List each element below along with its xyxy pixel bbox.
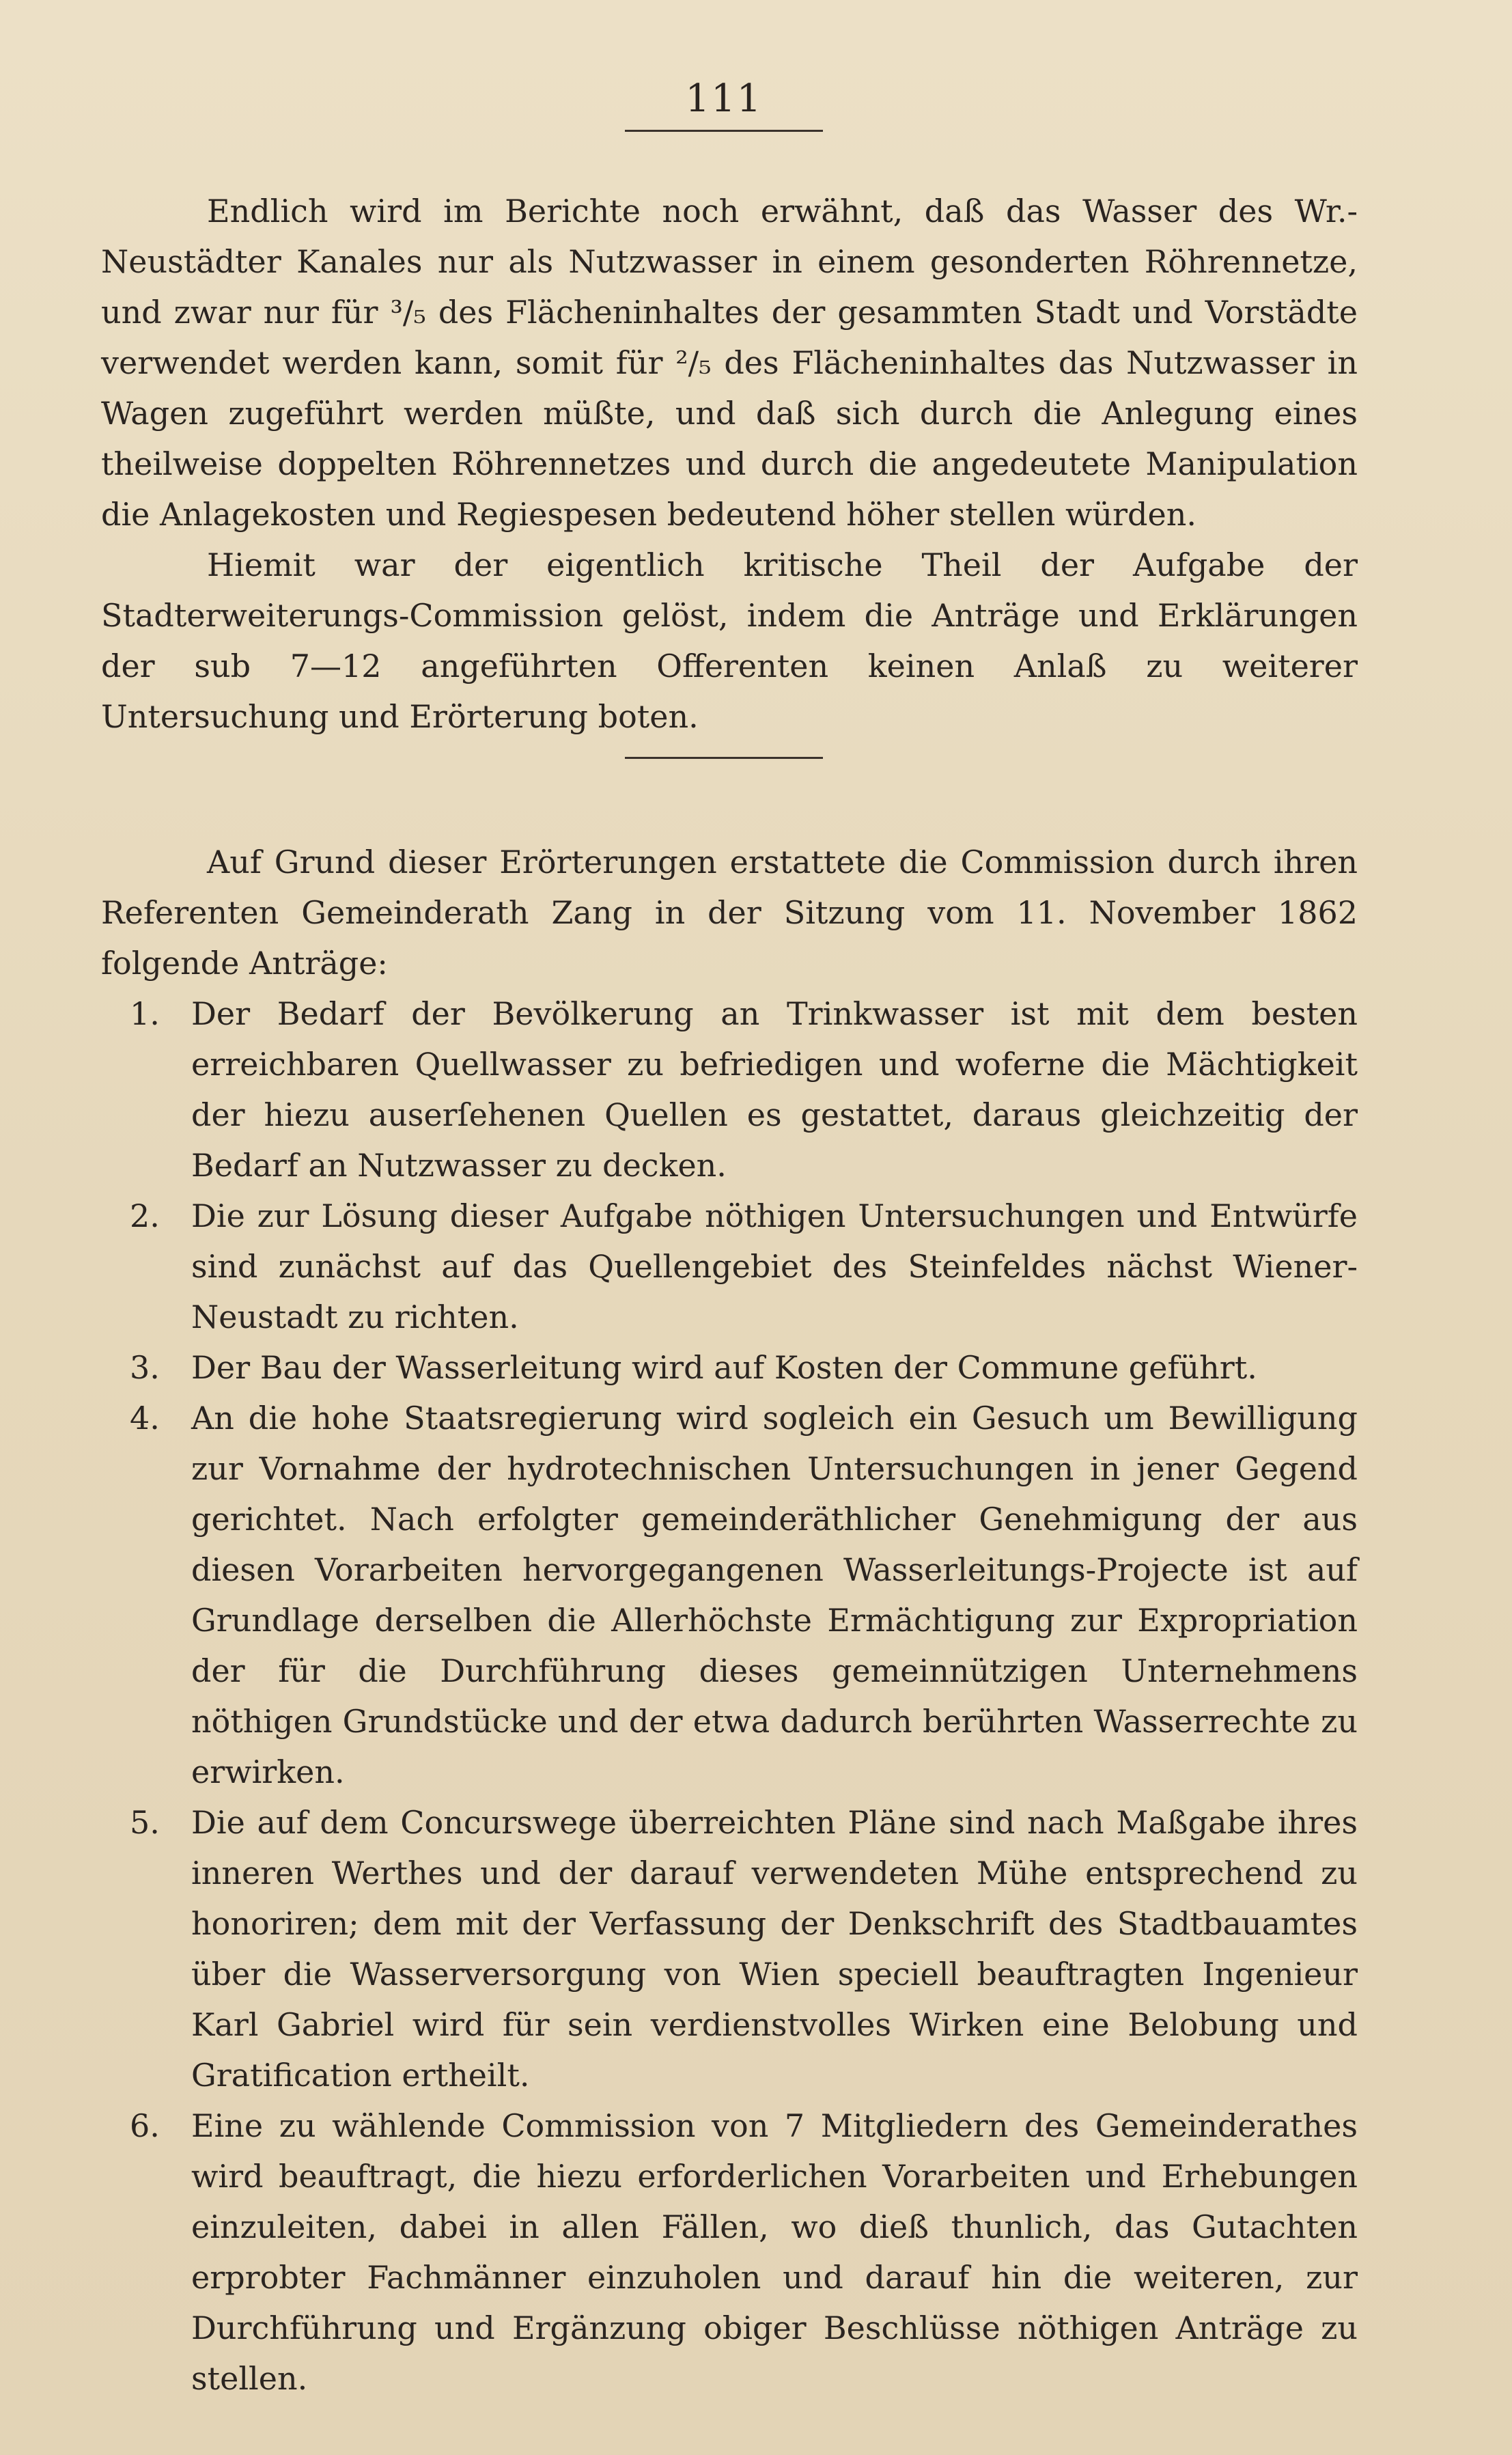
page-number-rule — [625, 130, 823, 132]
motion-text: Der Bedarf der Bevölkerung an Trinkwasser ist mit dem besten erreichbaren Quellwasser zu befriedigen und woferne die Mächtigkeit der hiezu auserſehenen Quellen es gestattet, daraus gleichzeitig der Bedarf an Nutzwasser zu decken. — [191, 995, 1358, 1184]
paragraph-motions-intro: Auf Grund dieser Erörterungen erstattete die Commission durch ihren Referenten Gemeinderath Zang in der Sitzung vom 11. November 1862 folgende Anträge: — [101, 844, 1358, 982]
text-block-upper — [101, 186, 1358, 742]
motion-text: An die hohe Staatsregierung wird sogleich ein Gesuch um Bewilligung zur Vornahme der hydrotechnischen Untersuchungen in jener Gegend gerichtet. Nach erfolgter gemeinderäthlicher Genehmigung der aus diesen Vorarbeiten hervorgegangenen Wasserleitungs-Projecte ist auf Grundlage derselben die Allerhöchste Ermächtigung zur Expropriation der für die Durchführung dieses gemeinnützigen Unternehmens nöthigen Grundstücke und der etwa dadurch berührten Wasserrechte zu erwirken. — [191, 1400, 1358, 1790]
page-number: 111 — [685, 77, 763, 121]
motion-number: 2. — [130, 1197, 160, 1234]
motion-item — [101, 1393, 1358, 1797]
motions-list — [101, 988, 1358, 2404]
motion-number: 3. — [130, 1349, 160, 1386]
motion-item — [101, 1342, 1358, 1393]
motion-number: 4. — [130, 1400, 160, 1437]
motion-text: Der Bau der Wasserleitung wird auf Kosten der Commune geführt. — [191, 1349, 1257, 1386]
section-separator — [625, 757, 823, 759]
motion-item — [101, 1797, 1358, 2100]
motion-text: Eine zu wählende Commission von 7 Mitgliedern des Gemeinderathes wird beauftragt, die hiezu erforderlichen Vorarbeiten und Erhebungen einzuleiten, dabei in allen Fällen, wo dieß thunlich, das Gutachten erprobter Fachmänner einzuholen und darauf hin die weiteren, zur Durchführung und Ergänzung obiger Beschlüsse nöthigen Anträge zu stellen. — [191, 2107, 1358, 2397]
motion-number: 1. — [130, 995, 160, 1032]
motion-text: Die zur Lösung dieser Aufgabe nöthigen Untersuchungen und Entwürfe sind zunächst auf das Quellengebiet des Steinfeldes nächst Wiener-Neustadt zu richten. — [191, 1197, 1358, 1335]
paragraph-kanal-report: Endlich wird im Berichte noch erwähnt, daß das Wasser des Wr.-Neustädter Kanales nur als Nutzwasser in einem gesonderten Röhrennetze, und zwar nur für ³/₅ des Flächeninhaltes der gesammten Stadt und Vorstädte verwendet werden kann, somit für ²/₅ des Flächeninhaltes das Nutzwasser in Wagen zugeführt werden müßte, und daß sich durch die Anlegung eines theilweise doppelten Röhrennetzes und durch die angedeutete Manipulation die Anlagekosten und Regiespesen bedeutend höher stellen würden. — [101, 193, 1358, 533]
motion-item — [101, 988, 1358, 1191]
paragraph-commission-result: Hiemit war der eigentlich kritische Theil der Aufgabe der Stadterweiterungs-Commission gelöst, indem die Anträge und Erklärungen der sub 7—12 angeführten Offerenten keinen Anlaß zu weiterer Untersuchung und Erörterung boten. — [101, 546, 1358, 735]
motion-item — [101, 1191, 1358, 1342]
motion-number: 5. — [130, 1804, 160, 1841]
motion-number: 6. — [130, 2107, 160, 2144]
text-block-lower — [101, 837, 1358, 2404]
motion-text: Die auf dem Concurswege überreichten Pläne sind nach Maßgabe ihres inneren Werthes und der darauf verwendeten Mühe entsprechend zu honoriren; dem mit der Verfassung der Denkschrift des Stadtbauamtes über die Wasserversorgung von Wien speciell beauftragten Ingenieur Karl Gabriel wird für sein verdienstvolles Wirken eine Belobung und Gratification ertheilt. — [191, 1804, 1358, 2094]
motion-item — [101, 2100, 1358, 2404]
